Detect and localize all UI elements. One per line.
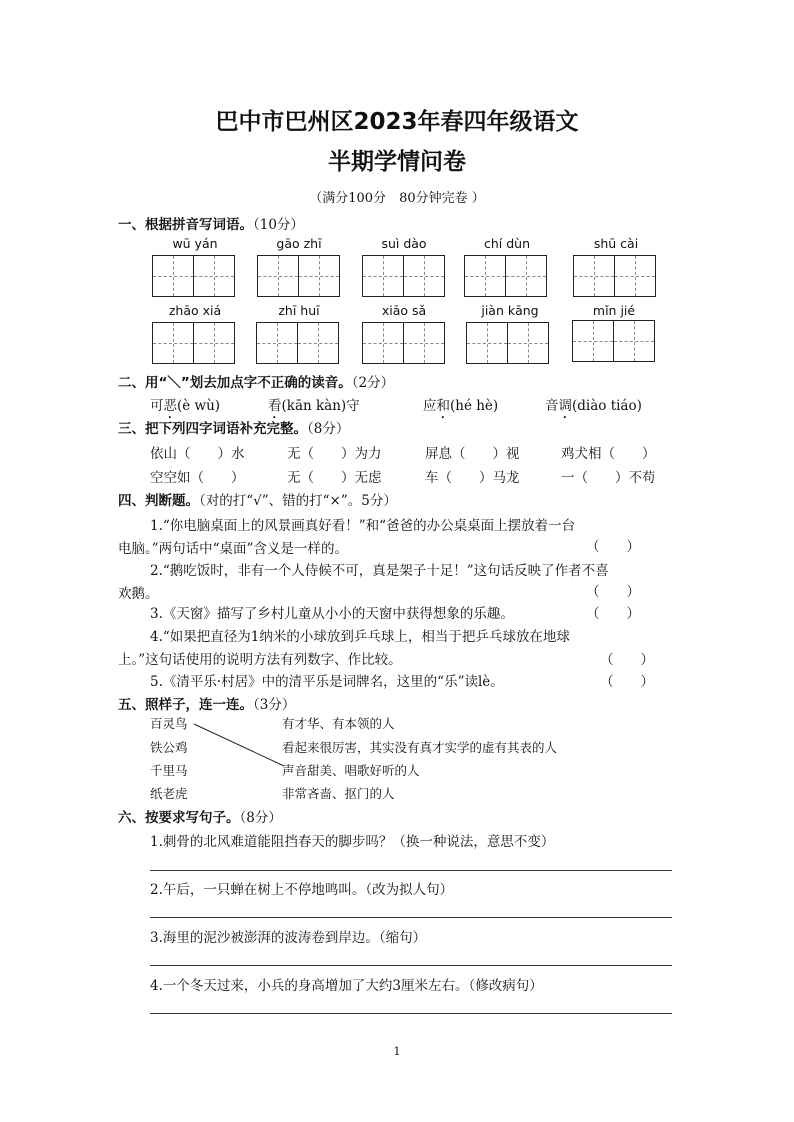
answer-line[interactable] <box>150 1013 672 1014</box>
idiom-blank[interactable]: 依山（ ）水 <box>150 446 245 462</box>
judge-item-1-line1: 1.“你电脑桌面上的风景画真好看！”和“爸爸的办公桌桌面上摆放着一台 <box>150 518 576 534</box>
pronunciation-item: 看(kān kàn)守 <box>268 398 360 414</box>
idiom-blank[interactable]: 车（ ）马龙 <box>425 470 520 486</box>
sentence-task-4: 4.一个冬天过来，小兵的身高增加了大约3厘米左右。（修改病句） <box>150 978 543 994</box>
judge-item-2-line1: 2.“鹅吃饭时，非有一个人侍候不可，真是架子十足！”这句话反映了作者不喜 <box>150 563 609 579</box>
section5-title: 五、照样子，连一连。 <box>118 697 253 713</box>
section2-points: （2分） <box>351 375 395 391</box>
match-right-item[interactable]: 声音甜美、唱歌好听的人 <box>282 763 420 778</box>
judge-item-2-line2: 欢鹅。 <box>118 586 159 602</box>
judge-item-4-line1: 4.“如果把直径为1纳米的小球放到乒乓球上，相当于把乒乓球放在地球 <box>150 629 570 645</box>
judge-item-4-line2: 上。”这句话使用的说明方法有列数字、作比较。 <box>118 652 402 668</box>
section1-points: （10分） <box>253 217 304 233</box>
match-right-item[interactable]: 有才华、有本领的人 <box>282 716 395 731</box>
idiom-blank[interactable]: 一（ ）不苟 <box>561 470 656 486</box>
section5-points: （3分） <box>253 697 296 713</box>
section2-title: 二、用“＼”划去加点字不正确的读音。 <box>118 375 352 391</box>
idiom-blank[interactable]: 鸡犬相（ ） <box>561 446 656 462</box>
pinyin-label: jiàn kāng <box>481 303 539 318</box>
pronunciation-item: 可恶(è wù) <box>150 398 221 414</box>
exam-subtitle: （满分100分 80分钟完卷 ） <box>309 191 485 206</box>
exam-title-line1: 巴中市巴州区2023年春四年级语文 <box>215 109 579 135</box>
pinyin-label: suì dào <box>381 236 427 251</box>
judge-item-5: 5.《清平乐·村居》中的清平乐是词牌名，这里的“乐”读lè。 <box>150 674 504 690</box>
pronunciation-item: 应和(hé hè) <box>423 398 499 414</box>
dotted-char: 恶 <box>163 398 177 414</box>
match-left-item[interactable]: 纸老虎 <box>150 786 188 801</box>
pinyin-label: mǐn jié <box>592 303 636 318</box>
match-left-item[interactable]: 铁公鸡 <box>150 740 188 755</box>
exam-title-line2: 半期学情问卷 <box>328 149 466 175</box>
judge-item-1-line2: 电脑。”两句话中“桌面”含义是一样的。 <box>118 541 348 557</box>
section6-points: （8分） <box>239 810 282 826</box>
pinyin-label: wū yán <box>172 236 218 251</box>
idiom-blank[interactable]: 无（ ）无虑 <box>287 470 382 486</box>
section4-points: （对的打“√”、错的打“×”。5分） <box>199 493 397 509</box>
match-right-item[interactable]: 非常吝啬、抠门的人 <box>282 786 395 801</box>
section1-title: 一、根据拼音写词语。 <box>118 217 253 233</box>
answer-line[interactable] <box>150 870 672 871</box>
pinyin-label: gāo zhī <box>276 236 322 251</box>
match-left-item[interactable]: 千里马 <box>150 763 188 778</box>
idiom-blank[interactable]: 空空如（ ） <box>150 470 245 486</box>
section6-title: 六、按要求写句子。 <box>118 810 240 826</box>
pinyin-label: shū cài <box>593 236 639 251</box>
section6-heading <box>118 806 282 826</box>
judge-answer-paren[interactable]: （ ） <box>586 606 640 622</box>
sentence-task-3: 3.海里的泥沙被澎湃的波涛卷到岸边。（缩句） <box>150 930 427 946</box>
judge-answer-paren[interactable]: （ ） <box>586 539 640 555</box>
pinyin-label: xiāo sǎ <box>381 303 427 318</box>
judge-answer-paren[interactable]: （ ） <box>586 584 640 600</box>
answer-line[interactable] <box>150 965 672 966</box>
section3-title: 三、把下列四字词语补充完整。 <box>118 421 307 437</box>
idiom-blank[interactable]: 无（ ）为力 <box>287 446 382 462</box>
dotted-char: 和 <box>436 398 450 414</box>
section4-title: 四、判断题。 <box>118 493 199 509</box>
dotted-char: 调 <box>558 398 572 414</box>
match-left-item[interactable]: 百灵鸟 <box>150 716 188 731</box>
pinyin-label: zhī huī <box>278 303 320 318</box>
section3-points: （8分） <box>307 421 350 437</box>
judge-item-3: 3.《天窗》描写了乡村儿童从小小的天窗中获得想象的乐趣。 <box>150 606 514 622</box>
page-number: 1 <box>393 1045 401 1058</box>
dotted-char: 看 <box>268 398 282 414</box>
sentence-task-2: 2.午后，一只蝉在树上不停地鸣叫。（改为拟人句） <box>150 882 454 898</box>
match-right-item[interactable]: 看起来很厉害，其实没有真才实学的虚有其表的人 <box>282 740 558 755</box>
sentence-task-1: 1.刺骨的北风难道能阻挡春天的脚步吗？（换一种说法，意思不变） <box>150 834 555 850</box>
judge-answer-paren[interactable]: （ ） <box>600 674 654 690</box>
pronunciation-item: 音调(diào tiáo) <box>545 398 642 414</box>
pinyin-label: chí dùn <box>483 236 531 251</box>
answer-line[interactable] <box>150 917 672 918</box>
idiom-blank[interactable]: 屏息（ ）视 <box>425 446 520 462</box>
judge-answer-paren[interactable]: （ ） <box>600 652 654 668</box>
pinyin-label: zhāo xiá <box>168 303 222 318</box>
